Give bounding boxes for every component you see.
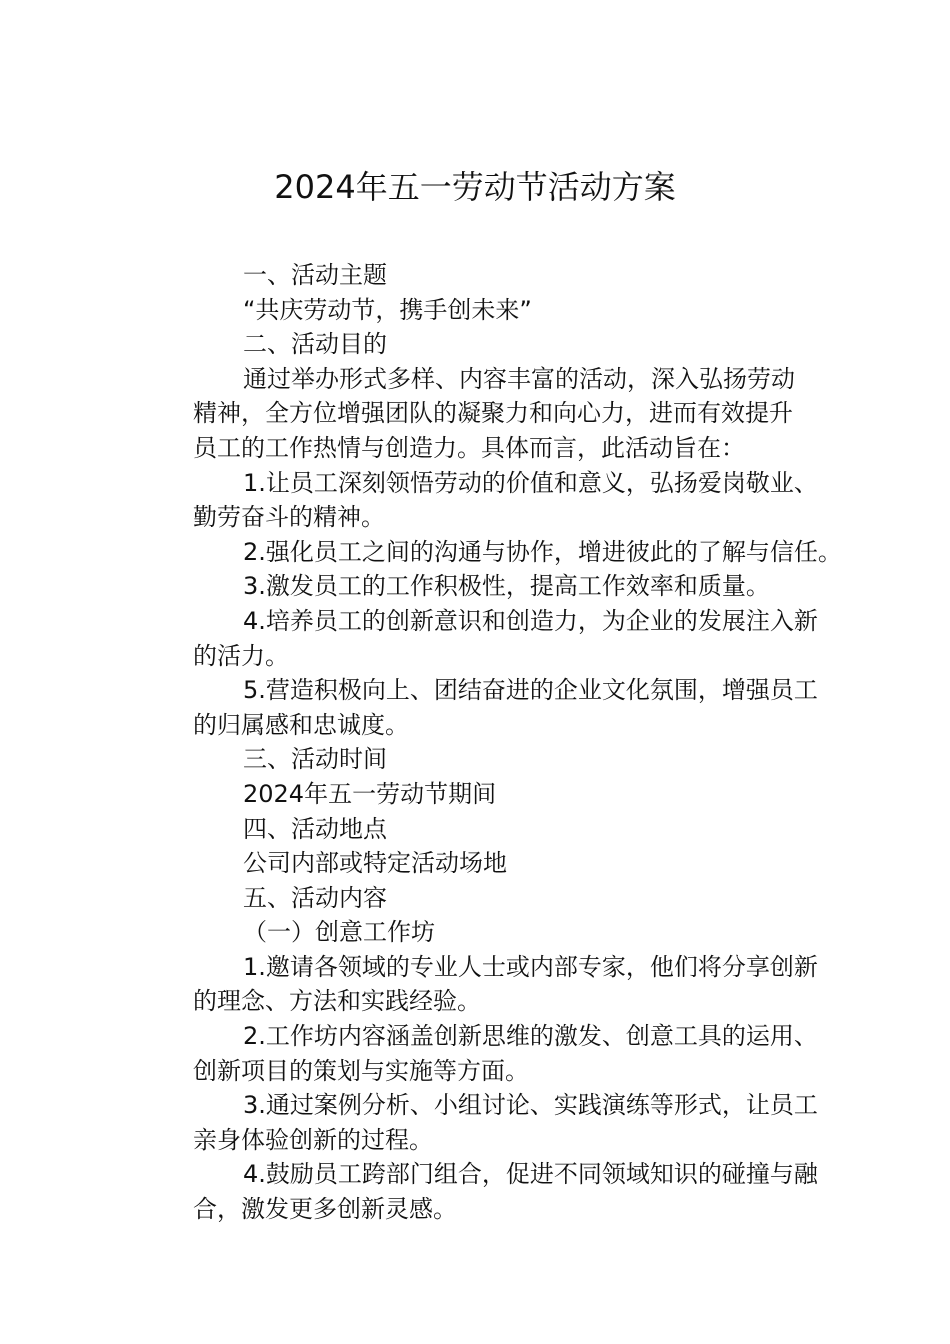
text-line: 5.营造积极向上、团结奋进的企业文化氛围，增强员工 — [243, 676, 818, 705]
text-line: 四、活动地点 — [243, 814, 387, 843]
purpose-item-1 — [143, 466, 818, 535]
section-heading-theme — [143, 258, 813, 293]
theme-slogan — [143, 293, 813, 328]
purpose-item-2 — [143, 535, 842, 570]
document-title: 2024年五一劳动节活动方案 — [274, 168, 676, 206]
text-line: 的理念、方法和实践经验。 — [193, 987, 481, 1016]
text-line: 勤劳奋斗的精神。 — [193, 503, 385, 532]
text-line: 的活力。 — [193, 641, 289, 670]
text-line: 1.让员工深刻领悟劳动的价值和意义，弘扬爱岗敬业、 — [243, 468, 818, 497]
text-line: 的归属感和忠诚度。 — [193, 710, 409, 739]
section-heading-location — [143, 812, 813, 847]
purpose-paragraph — [143, 362, 813, 466]
text-line: 合，激发更多创新灵感。 — [193, 1195, 457, 1224]
text-line: 2.强化员工之间的沟通与协作，增进彼此的了解与信任。 — [243, 537, 842, 566]
text-line: 2024年五一劳动节期间 — [243, 779, 497, 808]
text-line: 3.激发员工的工作积极性，提高工作效率和质量。 — [243, 572, 770, 601]
text-line: 亲身体验创新的过程。 — [193, 1125, 433, 1154]
text-line: 创新项目的策划与实施等方面。 — [193, 1056, 529, 1085]
location-text — [143, 846, 813, 881]
purpose-item-5 — [143, 673, 818, 742]
text-line: 一、活动主题 — [243, 261, 387, 289]
text-line: 公司内部或特定活动场地 — [243, 849, 507, 878]
text-line: 员工的工作热情与创造力。具体而言，此活动旨在： — [193, 433, 745, 462]
text-line: 4.培养员工的创新意识和创造力，为企业的发展注入新 — [243, 606, 818, 635]
workshop-item-3 — [143, 1088, 818, 1157]
text-line: “共庆劳动节，携手创未来” — [243, 295, 532, 324]
workshop-item-2 — [143, 1019, 818, 1088]
text-line: 二、活动目的 — [243, 330, 387, 359]
text-line: 1.邀请各领域的专业人士或内部专家，他们将分享创新 — [243, 952, 818, 981]
section-heading-purpose — [143, 327, 813, 362]
document-body — [143, 258, 842, 1227]
time-text — [143, 777, 813, 812]
text-line: 4.鼓励员工跨部门组合，促进不同领域知识的碰撞与融 — [243, 1160, 818, 1189]
text-line: 精神，全方位增强团队的凝聚力和向心力，进而有效提升 — [193, 399, 793, 428]
section-heading-content — [143, 881, 813, 916]
text-line: 3.通过案例分析、小组讨论、实践演练等形式，让员工 — [243, 1091, 818, 1120]
text-line: （一）创意工作坊 — [243, 918, 435, 947]
text-line: 三、活动时间 — [243, 745, 387, 774]
subsection-heading-workshop — [143, 915, 813, 950]
section-heading-time — [143, 742, 813, 777]
workshop-item-4 — [143, 1157, 818, 1226]
text-line: 五、活动内容 — [243, 883, 387, 912]
purpose-item-4 — [143, 604, 818, 673]
text-line: 通过举办形式多样、内容丰富的活动，深入弘扬劳动 — [243, 364, 795, 393]
text-line: 2.工作坊内容涵盖创新思维的激发、创意工具的运用、 — [243, 1022, 818, 1051]
purpose-item-3 — [143, 569, 813, 604]
workshop-item-1 — [143, 950, 818, 1019]
